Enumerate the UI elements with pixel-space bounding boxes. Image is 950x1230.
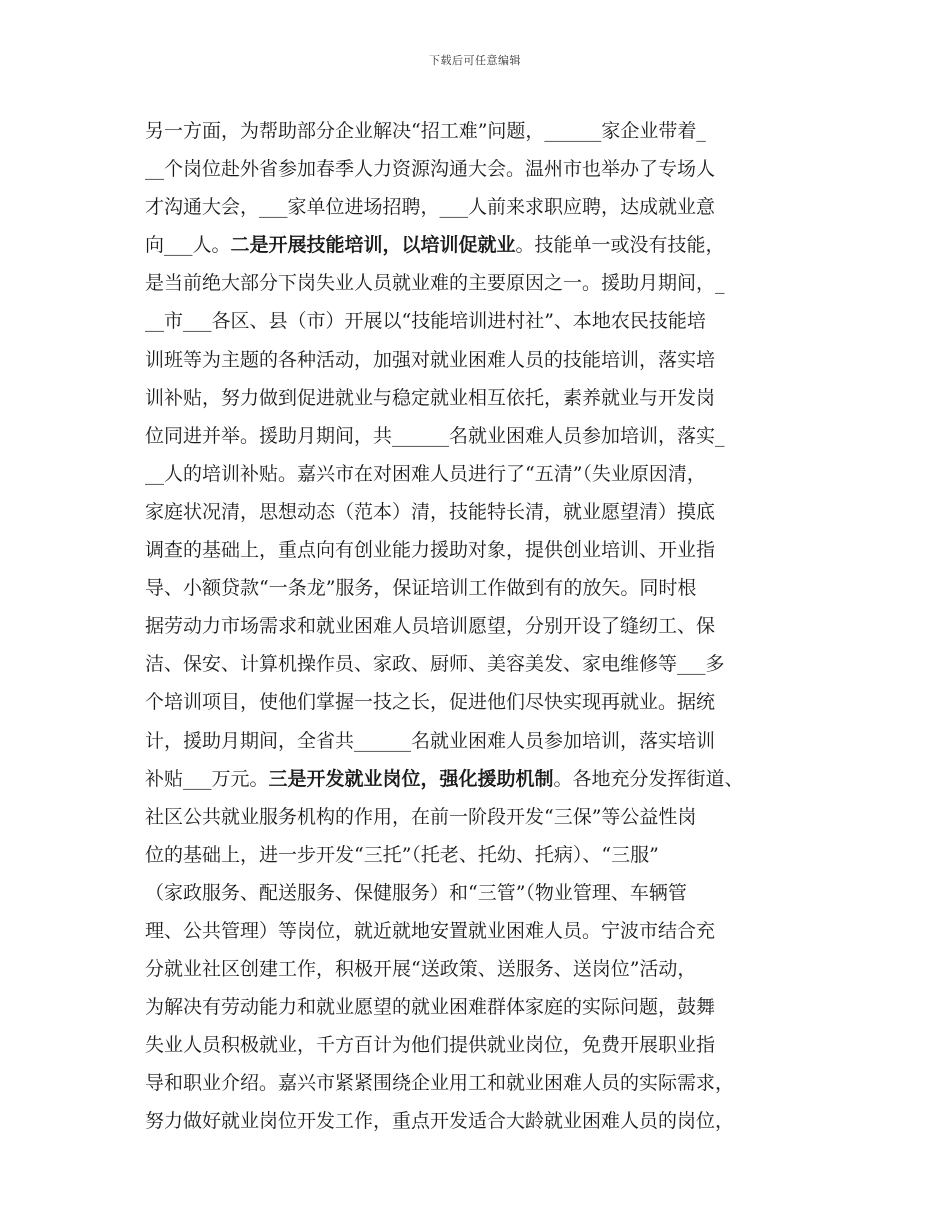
text-line <box>145 302 825 340</box>
text-run: 据劳动力市场需求和就业困难人员培训愿望，分别开设了缝纫工、保 <box>145 615 716 638</box>
text-run: 才沟通大会，___家单位进场招聘，___人前来求职应聘，达成就业意 <box>145 196 716 219</box>
text-run: 分就业社区创建工作，积极开展“送政策、送服务、送岗位”活动， <box>145 958 697 981</box>
text-line <box>145 493 825 531</box>
text-run: 训班等为主题的各种活动，加强对就业困难人员的技能培训，落实培 <box>145 348 716 371</box>
text-run: 。技能单一或没有技能， <box>515 234 725 257</box>
text-run: 另一方面，为帮助部分企业解决“招工难”问题，______家企业带着_ <box>145 120 706 142</box>
text-run: __市___各区、县（市）开展以“技能培训进村社”、本地农民技能培 <box>145 310 706 333</box>
bold-heading: 三是开发就业岗位，强化援助机制 <box>268 767 554 790</box>
text-line <box>145 341 825 379</box>
text-line <box>145 760 825 798</box>
text-line <box>145 836 825 874</box>
text-line <box>145 683 825 721</box>
text-run: 个培训项目，使他们掌握一技之长，促进他们尽快实现再就业。据统 <box>145 691 716 714</box>
text-line <box>145 912 825 950</box>
text-run: 计，援助月期间，全省共______名就业困难人员参加培训，落实培训 <box>145 729 716 752</box>
text-line <box>145 607 825 645</box>
text-line <box>145 417 825 455</box>
text-run: 社区公共就业服务机构的作用，在前一阶段开发“三保”等公益性岗 <box>145 805 697 828</box>
text-run: 位的基础上，进一步开发“三托”（托老、托幼、托病）、“三服” <box>145 843 659 866</box>
text-run: 失业人员积极就业，千方百计为他们提供就业岗位，免费开展职业指 <box>145 1034 716 1057</box>
text-line <box>145 455 825 493</box>
text-run: （家政服务、配送服务、保健服务）和“三管”（物业管理、车辆管 <box>145 881 687 904</box>
text-run: 努力做好就业岗位开发工作，重点开发适合大龄就业困难人员的岗位， <box>145 1110 735 1133</box>
text-run: 家庭状况清，思想动态（范本）清，技能特长清，就业愿望清）摸底 <box>145 500 716 523</box>
text-run: 理、公共管理）等岗位，就近就地安置就业困难人员。宁波市结合充 <box>145 919 716 942</box>
text-run: 。各地充分发挥街道、 <box>553 767 744 790</box>
text-run: __人的培训补贴。嘉兴市在对困难人员进行了“五清”（失业原因清， <box>145 462 706 485</box>
text-line <box>145 1026 825 1064</box>
page-header: 下载后可任意编辑 <box>429 54 521 67</box>
text-run: 向___人。 <box>145 234 231 257</box>
text-line <box>145 950 825 988</box>
text-line <box>145 798 825 836</box>
text-run: 洁、保安、计算机操作员、家政、厨师、美容美发、家电维修等___多 <box>145 653 725 676</box>
text-line <box>145 645 825 683</box>
text-run: 补贴___万元。 <box>145 767 269 790</box>
text-line <box>145 188 825 226</box>
text-line <box>145 1064 825 1102</box>
text-line <box>145 1102 825 1140</box>
bold-heading: 二是开展技能培训，以培训促就业 <box>230 234 516 257</box>
text-run: 调查的基础上，重点向有创业能力援助对象，提供创业培训、开业指 <box>145 539 716 562</box>
text-run: 导和职业介绍。嘉兴市紧紧围绕企业用工和就业困难人员的实际需求， <box>145 1072 735 1095</box>
text-run: 是当前绝大部分下岗失业人员就业难的主要原因之一。援助月期间，_ <box>145 272 725 295</box>
text-line <box>145 874 825 912</box>
text-line <box>145 226 825 264</box>
text-line <box>145 112 825 150</box>
text-line <box>145 569 825 607</box>
text-run: __个岗位赴外省参加春季人力资源沟通大会。温州市也举办了专场人 <box>145 158 716 181</box>
document-body <box>145 112 825 1141</box>
text-line <box>145 264 825 302</box>
text-run: 为解决有劳动能力和就业愿望的就业困难群体家庭的实际问题，鼓舞 <box>145 996 716 1019</box>
text-run: 导、小额贷款“一条龙”服务，保证培训工作做到有的放矢。同时根 <box>145 577 697 600</box>
text-line <box>145 531 825 569</box>
text-line <box>145 722 825 760</box>
text-run: 训补贴，努力做到促进就业与稳定就业相互依托，素养就业与开发岗 <box>145 386 716 409</box>
text-line <box>145 988 825 1026</box>
text-run: 位同进并举。援助月期间，共______名就业困难人员参加培训，落实_ <box>145 424 725 447</box>
text-line <box>145 150 825 188</box>
text-line <box>145 379 825 417</box>
